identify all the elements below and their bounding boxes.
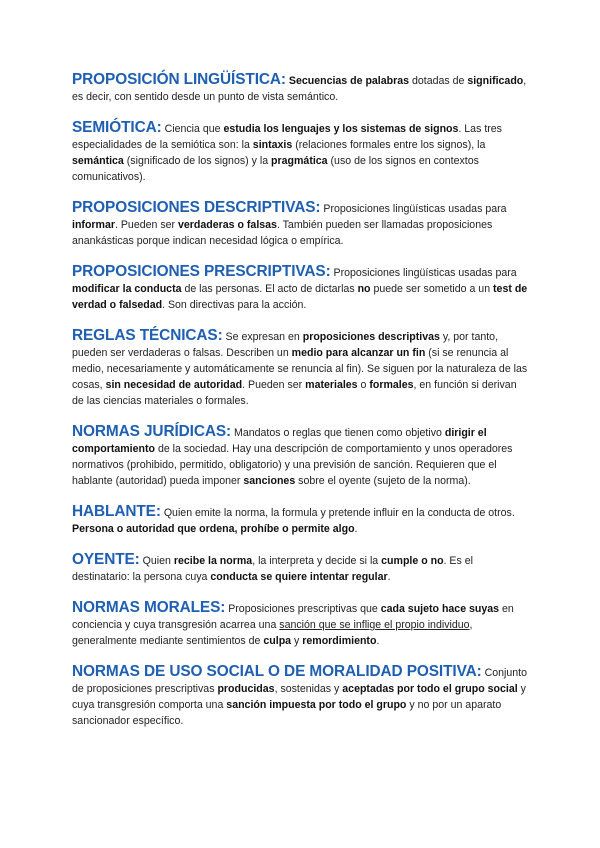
definition-text: (si se renuncia al medio, necesariamente y automáticamente se renuncia al fin). Se siguen por la naturaleza de las cosas, (72, 347, 528, 391)
bold-phrase: Persona o autoridad que ordena, prohíbe o permite algo (72, 523, 355, 535)
definition-term: NORMAS MORALES: (72, 599, 226, 616)
bold-phrase: aceptadas por todo el grupo social (342, 683, 518, 695)
definition-term: REGLAS TÉCNICAS: (72, 327, 223, 344)
definition-text: . (376, 635, 380, 647)
definition-term: NORMAS JURÍDICAS: (72, 423, 232, 440)
definition-term: NORMAS DE USO SOCIAL O DE MORALIDAD POSITIVA: (72, 663, 482, 680)
definition-text: o (357, 379, 370, 391)
definition-text: Se expresan en (222, 331, 303, 343)
definition-entry (72, 552, 528, 585)
bold-phrase: semántica (72, 155, 124, 167)
definition-text: . Pueden ser (242, 379, 306, 391)
definition-text: , en función si derivan de las ciencias materiales o formales. (72, 379, 517, 407)
definition-entry (72, 264, 528, 313)
bold-phrase: conducta se quiere intentar regular (210, 571, 388, 583)
bold-phrase: test de verdad o falsedad (72, 283, 528, 311)
definition-text: dotadas de (409, 75, 468, 87)
document-page (72, 72, 528, 729)
bold-phrase: estudia los lenguajes y los sistemas de signos (223, 123, 459, 135)
definition-term: PROPOSICIONES PRESCRIPTIVAS: (72, 263, 331, 280)
bold-phrase: sanción impuesta por todo el grupo (226, 699, 407, 711)
definition-text: . También pueden ser llamadas proposiciones anankásticas porque indican necesidad lógica o empírica. (72, 219, 493, 247)
bold-phrase: proposiciones descriptivas (302, 331, 440, 343)
definition-text: Proposiciones lingüísticas usadas para (330, 267, 517, 279)
definition-entry (72, 200, 528, 249)
definition-text: (significado de los signos) y la (123, 155, 272, 167)
definition-text: Ciencia que (161, 123, 224, 135)
bold-phrase: dirigir el comportamiento (72, 427, 487, 455)
definition-text: . (387, 571, 391, 583)
bold-phrase: significado (467, 75, 524, 87)
definition-text: Mandatos o reglas que tienen como objetivo (231, 427, 445, 439)
definition-entry (72, 504, 528, 537)
bold-phrase: sin necesidad de autoridad (105, 379, 243, 391)
definition-term: HABLANTE: (72, 503, 161, 520)
definition-term: OYENTE: (72, 551, 140, 568)
definition-term: PROPOSICIONES DESCRIPTIVAS: (72, 199, 321, 216)
definition-text: de la sociedad. Hay una descripción de comportamiento y unos operadores normativos (prohibido, permitido, obligatorio) y una previsión de sanción. Requieren que el hablante (autoridad) pueda imponer (72, 443, 513, 487)
definition-text: Proposiciones prescriptivas que (225, 603, 381, 615)
definition-entry (72, 600, 528, 649)
bold-phrase: pragmática (271, 155, 328, 167)
definition-text: , sostenidas y (274, 683, 343, 695)
definition-entry (72, 328, 528, 409)
bold-phrase: remordimiento (302, 635, 377, 647)
bold-phrase: cada sujeto hace suyas (380, 603, 500, 615)
definition-text: puede ser sometido a un (370, 283, 494, 295)
bold-phrase: informar (72, 219, 115, 231)
bold-phrase: no (357, 283, 371, 295)
definition-term: PROPOSICIÓN LINGÜÍSTICA: (72, 71, 286, 88)
definition-text: (uso de los signos en contextos comunicativos). (72, 155, 479, 183)
bold-phrase: producidas (217, 683, 275, 695)
bold-phrase: culpa (263, 635, 292, 647)
definition-text: . (354, 523, 358, 535)
bold-phrase: sanciones (243, 475, 296, 487)
definition-text: y (291, 635, 303, 647)
bold-phrase: cumple o no (381, 555, 444, 567)
bold-phrase: formales (369, 379, 414, 391)
definition-term: SEMIÓTICA: (72, 119, 162, 136)
bold-phrase: recibe la norma (173, 555, 253, 567)
bold-phrase: verdaderas o falsas (178, 219, 277, 231)
definition-text: . Las tres especialidades de la semiótica son: la (72, 123, 502, 151)
bold-phrase: Secuencias de palabras (288, 75, 410, 87)
definition-text: . Son directivas para la acción. (162, 299, 307, 311)
definition-text: , generalmente mediante sentimientos de (72, 619, 473, 647)
underlined-phrase: sanción que se inflige el propio individuo (279, 619, 470, 631)
bold-phrase: sintaxis (252, 139, 293, 151)
definition-text: sobre el oyente (sujeto de la norma). (295, 475, 471, 487)
definition-text: y cuya transgresión comporta una (72, 683, 526, 711)
definition-text: (relaciones formales entre los signos), la (292, 139, 486, 151)
definition-text: Conjunto de proposiciones prescriptivas (72, 667, 528, 695)
definition-entry (72, 664, 528, 729)
definition-text: , es decir, con sentido desde un punto de vista semántico. (72, 75, 527, 103)
definition-text: Quien (139, 555, 174, 567)
definition-entry (72, 120, 528, 185)
definition-text: en conciencia y cuya transgresión acarrea una (72, 603, 514, 631)
definition-text: . Pueden ser (114, 219, 178, 231)
definition-text: y no por un aparato sancionador específico. (72, 699, 502, 727)
definition-text: Quien emite la norma, la formula y pretende influir en la conducta de otros. (160, 507, 515, 519)
definitions-list (72, 72, 528, 729)
definition-text: . Es el destinatario: la persona cuya (72, 555, 473, 583)
definition-text: de las personas. El acto de dictarlas (181, 283, 358, 295)
definition-text: y, por tanto, pueden ser verdaderas o falsas. Describen un (72, 331, 499, 359)
bold-phrase: materiales (305, 379, 358, 391)
definition-entry (72, 424, 528, 489)
bold-phrase: modificar la conducta (72, 283, 182, 295)
definition-text: Proposiciones lingüísticas usadas para (320, 203, 507, 215)
bold-phrase: medio para alcanzar un fin (291, 347, 426, 359)
definition-entry (72, 72, 528, 105)
definition-text: , la interpreta y decide si la (252, 555, 382, 567)
